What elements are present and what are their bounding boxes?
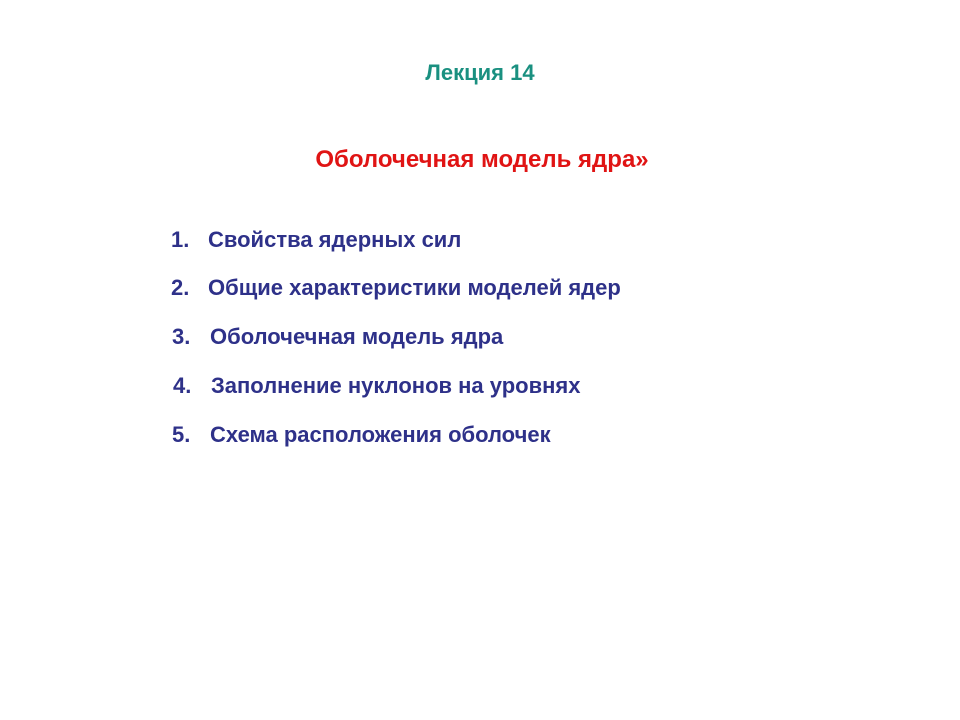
outline-item	[173, 371, 581, 401]
outline-item-text: Свойства ядерных сил	[208, 227, 462, 252]
outline-item-number: 1.	[171, 227, 190, 252]
outline-item	[172, 322, 503, 352]
outline-item-number: 5.	[172, 422, 191, 447]
lecture-title: Лекция 14	[425, 60, 535, 85]
outline-item	[171, 273, 621, 303]
outline-item-number: 2.	[171, 275, 190, 300]
topic-title: Оболочечная модель ядра»	[315, 146, 649, 173]
outline-item-text: Общие характеристики моделей ядер	[208, 275, 621, 300]
outline-item	[172, 420, 551, 450]
outline-item-text: Схема расположения оболочек	[210, 422, 551, 447]
outline-item-number: 3.	[172, 324, 191, 349]
outline-item-number: 4.	[173, 373, 192, 398]
outline-item-text: Заполнение нуклонов на уровнях	[211, 373, 581, 398]
outline-item	[171, 225, 461, 255]
outline-item-text: Оболочечная модель ядра	[210, 324, 504, 349]
